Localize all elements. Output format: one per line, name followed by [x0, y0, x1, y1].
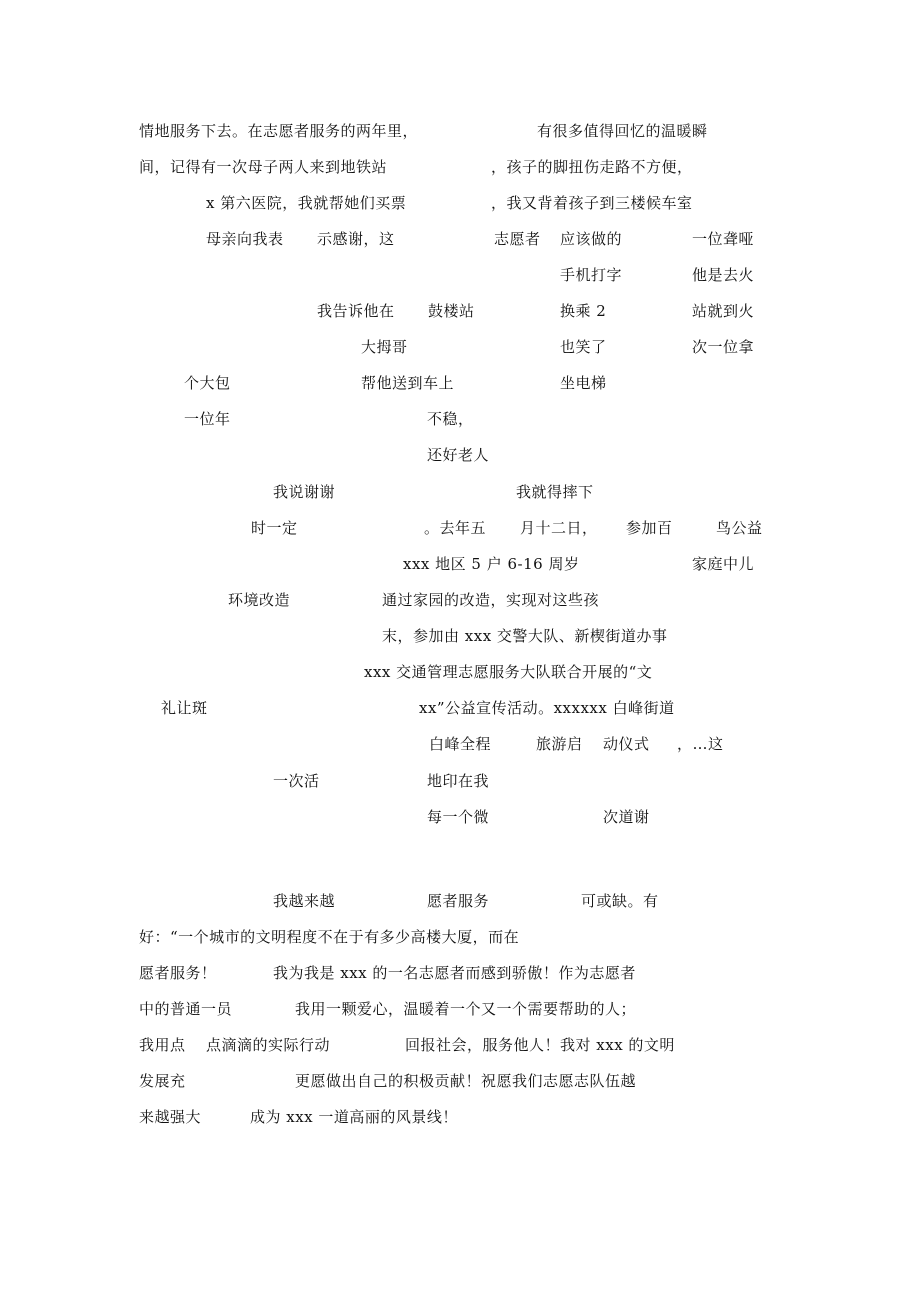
text-line: 有很多值得回忆的温暖瞬	[537, 122, 708, 140]
text-fragment: 站就到火	[692, 302, 755, 320]
text-fragment: 时一定	[251, 519, 298, 537]
text-line: 点滴滴的实际行动	[206, 1036, 331, 1054]
text-fragment: 地印在我	[427, 772, 490, 790]
text-line: 我为我是 xxx 的一名志愿者而感到骄傲！作为志愿者	[273, 964, 636, 982]
text-fragment: 帮他送到车上	[361, 374, 455, 392]
text-fragment: 我就得摔下	[516, 483, 594, 501]
text-line: 成为 xxx 一道高丽的风景线！	[250, 1108, 458, 1126]
text-fragment: xx”公益宣传活动。xxxxxx 白峰街道	[419, 699, 675, 717]
text-fragment: xxx 地区 5 户 6-16 周岁	[403, 555, 580, 573]
text-fragment: 大拇哥	[361, 338, 408, 356]
text-fragment: 母亲向我表	[206, 230, 284, 248]
text-fragment: 示感谢，这	[317, 230, 395, 248]
text-fragment: 一位年	[184, 410, 231, 428]
text-fragment: 参加百	[626, 519, 673, 537]
text-fragment: 个大包	[184, 374, 231, 392]
text-fragment: 他是去火	[692, 266, 755, 284]
text-line: 愿者服务！	[139, 964, 217, 982]
text-fragment: 家庭中儿	[692, 555, 755, 573]
text-fragment: ，…这	[677, 735, 724, 753]
text-fragment: xxx 交通管理志愿服务大队联合开展的“文	[364, 663, 653, 681]
text-line: 来越强大	[139, 1108, 202, 1126]
text-line: 更愿做出自己的积极贡献！祝愿我们志愿志队伍越	[295, 1072, 637, 1090]
text-fragment: 通过家园的改造，实现对这些孩	[382, 591, 600, 609]
text-fragment: 我说谢谢	[273, 483, 336, 501]
text-fragment: 每一个微	[427, 808, 490, 826]
text-fragment: 旅游启	[536, 735, 583, 753]
text-line: 回报社会，服务他人！我对 xxx 的文明	[405, 1036, 675, 1054]
text-fragment: 鼓楼站	[428, 302, 475, 320]
text-fragment: 换乘 2	[560, 302, 607, 320]
text-line: 我用一颗爱心，温暖着一个又一个需要帮助的人；	[295, 1000, 637, 1018]
text-line: 我用点	[139, 1036, 186, 1054]
text-fragment: 还好老人	[427, 446, 490, 464]
text-fragment: 末，参加由 xxx 交警大队、新楔街道办事	[382, 627, 668, 645]
text-fragment: 志愿者	[494, 230, 541, 248]
text-fragment: 次道谢	[603, 808, 650, 826]
text-line: 间，记得有一次母子两人来到地铁站	[139, 158, 388, 176]
text-fragment: 鸟公益	[716, 519, 763, 537]
text-fragment: 月十二日，	[520, 519, 598, 537]
text-fragment: 礼让斑	[161, 699, 208, 717]
text-fragment: 一次活	[273, 772, 320, 790]
text-fragment: 动仪式	[603, 735, 650, 753]
text-line: 情地服务下去。在志愿者服务的两年里，	[139, 122, 419, 140]
text-line: ，我又背着孩子到三楼候车室	[491, 194, 693, 212]
text-line: 好：“一个城市的文明程度不在于有多少高楼大厦，而在	[139, 928, 520, 946]
text-fragment: 环境改造	[228, 591, 291, 609]
text-fragment: 次一位拿	[692, 338, 755, 356]
text-fragment: 一位聋哑	[692, 230, 755, 248]
text-fragment: 坐电梯	[560, 374, 607, 392]
text-fragment: 应该做的	[560, 230, 623, 248]
text-line: 发展充	[139, 1072, 186, 1090]
text-fragment: 手机打字	[560, 266, 623, 284]
text-line: x 第六医院，我就帮她们买票	[206, 194, 407, 212]
text-fragment: 也笑了	[560, 338, 607, 356]
text-fragment: 可或缺。有	[581, 892, 659, 910]
text-line: 中的普通一员	[139, 1000, 233, 1018]
text-line: ，孩子的脚扭伤走路不方便，	[491, 158, 693, 176]
text-fragment: 我越来越	[273, 892, 336, 910]
text-fragment: 不稳，	[427, 410, 474, 428]
text-fragment: 我告诉他在	[317, 302, 395, 320]
text-fragment: 。去年五	[424, 519, 487, 537]
text-fragment: 愿者服务	[427, 892, 490, 910]
text-fragment: 白峰全程	[429, 735, 492, 753]
